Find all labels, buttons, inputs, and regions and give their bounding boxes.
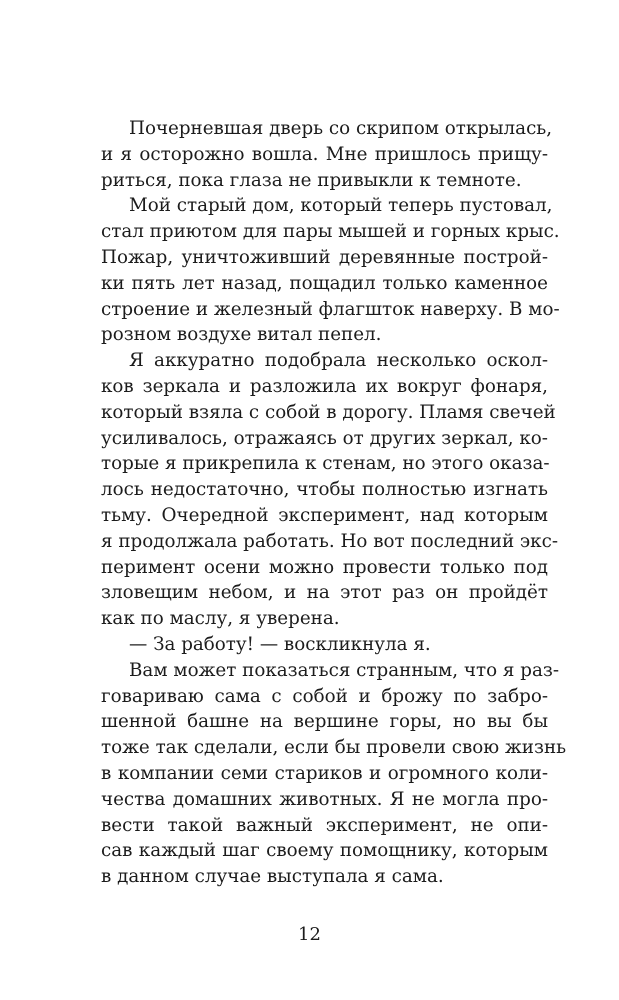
text-line: я продолжала работать. Но вот последний экс- <box>101 530 559 552</box>
text-line: сав каждый шаг своему помощнику, которым <box>101 840 548 862</box>
text-line: Пожар, уничтоживший деревянные построй- <box>101 246 548 268</box>
page-number: 12 <box>298 924 321 945</box>
text-line: как по маслу, я уверена. <box>101 608 340 630</box>
text-line: в компании семи стариков и огромного коли- <box>101 762 548 784</box>
text-line: вести такой важный эксперимент, не опи- <box>101 814 548 836</box>
text-line: — За работу! — воскликнула я. <box>129 633 431 655</box>
text-line: тоже так сделали, если бы провели свою жизнь <box>101 737 567 759</box>
text-line: чества домашних животных. Я не могла про- <box>101 788 548 810</box>
text-line: шенной башне на вершине горы, но вы бы <box>101 711 548 733</box>
text-line: ки пять лет назад, пощадил только каменное <box>101 272 548 294</box>
text-line: Я аккуратно подобрала несколько оскол- <box>129 350 548 372</box>
text-line: Мой старый дом, который теперь пустовал, <box>129 195 553 217</box>
text-line: ков зеркала и разложила их вокруг фонаря, <box>101 375 548 397</box>
text-line: перимент осени можно провести только под <box>101 556 548 578</box>
text-line: торые я прикрепила к стенам, но этого оказа- <box>101 453 550 475</box>
text-line: строение и железный флагшток наверху. В мо- <box>101 298 560 320</box>
text-line: тьму. Очередной эксперимент, над которым <box>101 504 548 526</box>
text-line: и я осторожно вошла. Мне пришлось прищу- <box>101 143 548 165</box>
body-text <box>101 116 567 890</box>
text-line: усиливалось, отражаясь от других зеркал, ко- <box>101 427 548 449</box>
text-line: риться, пока глаза не привыкли к темноте. <box>101 169 522 191</box>
text-line: Вам может показаться странным, что я раз- <box>129 659 560 681</box>
text-line: розном воздухе витал пепел. <box>101 324 382 346</box>
text-line: говариваю сама с собой и брожу по забро- <box>101 685 548 707</box>
text-line: который взяла с собой в дорогу. Пламя свечей <box>101 401 556 423</box>
text-line: в данном случае выступала я сама. <box>101 866 444 888</box>
text-line: лось недостаточно, чтобы полностью изгнать <box>101 479 548 501</box>
text-line: Почерневшая дверь со скрипом открылась, <box>129 118 553 139</box>
text-line: стал приютом для пары мышей и горных крыс. <box>101 221 560 243</box>
text-line: зловещим небом, и на этот раз он пройдёт <box>101 582 548 604</box>
